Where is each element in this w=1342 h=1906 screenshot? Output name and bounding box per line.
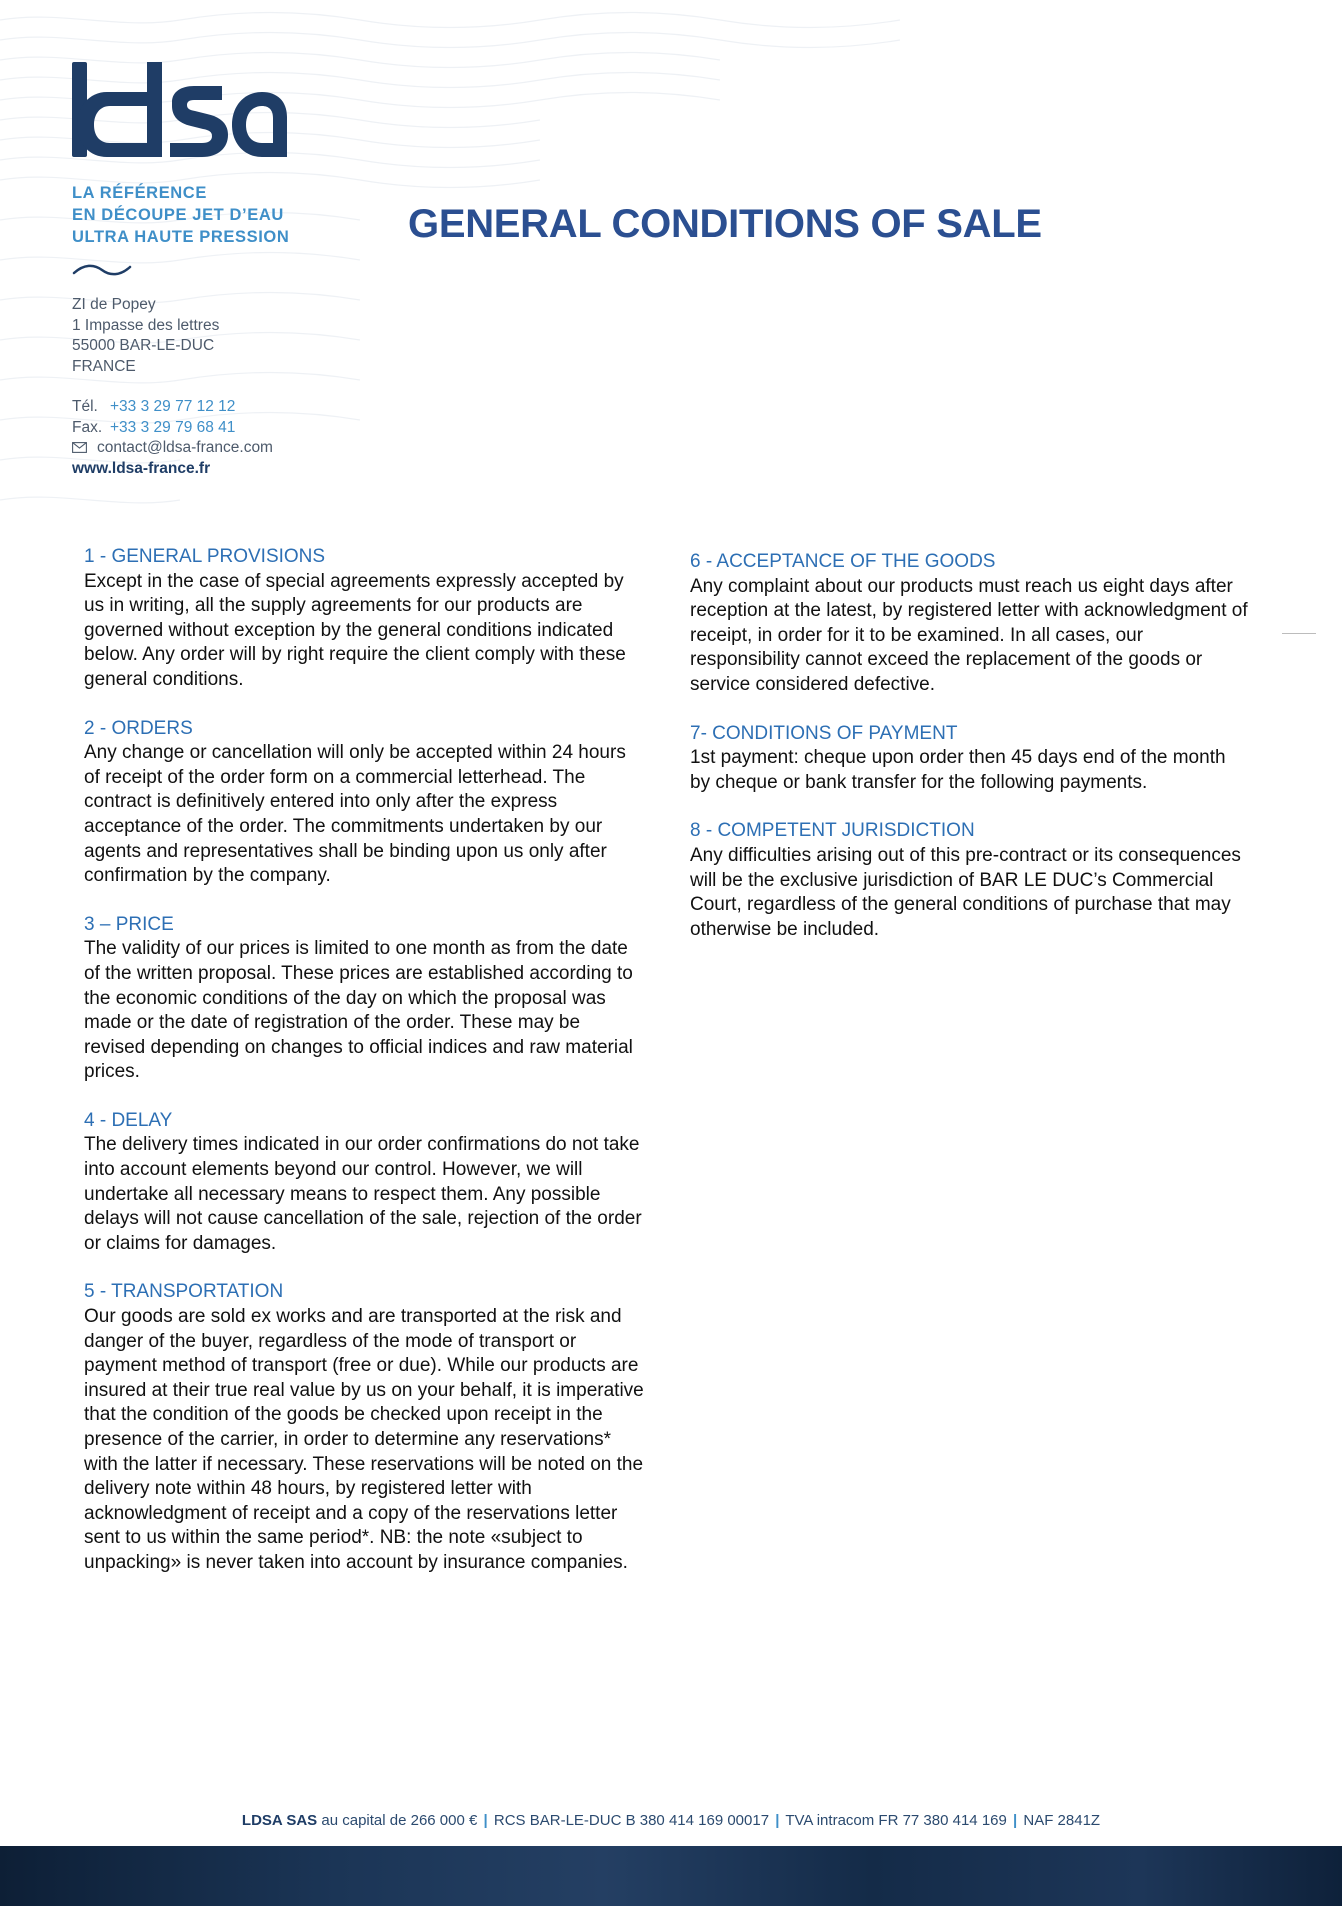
section-competent-jurisdiction — [690, 819, 1250, 942]
legal-footer — [0, 1812, 1342, 1829]
section-heading: 2 - ORDERS — [84, 717, 193, 739]
email-row — [72, 438, 273, 459]
website-link[interactable]: www.ldsa-france.fr — [72, 459, 211, 477]
section-conditions-of-payment — [690, 722, 1250, 796]
section-heading: 7- CONDITIONS OF PAYMENT — [690, 722, 958, 744]
tagline-line: ULTRA HAUTE PRESSION — [72, 228, 290, 246]
tilde-wave-icon — [72, 262, 132, 278]
tagline-line: LA RÉFÉRENCE — [72, 184, 207, 202]
left-column — [84, 545, 644, 1600]
tel-label: Tél. — [72, 398, 98, 415]
right-column — [690, 550, 1250, 966]
section-acceptance-of-goods — [690, 550, 1250, 698]
section-heading: 1 - GENERAL PROVISIONS — [84, 546, 326, 567]
tagline-line: EN DÉCOUPE JET D’EAU — [72, 206, 284, 224]
email-link[interactable]: contact@ldsa-france.com — [97, 439, 273, 456]
section-body: The delivery times indicated in our order confirmations do not take into account elements beyond our control. However, we will undertake all necessary means to respect them. Any possible delays will not cause cancellation of the sale, rejection of the order or claims for damages. — [84, 1134, 642, 1254]
margin-mark — [1282, 633, 1316, 634]
section-heading: 5 - TRANSPORTATION — [84, 1281, 284, 1303]
section-heading: 3 – PRICE — [84, 913, 174, 935]
section-body: Any difficulties arising out of this pre-contract or its consequences will be the exclusive jurisdiction of BAR LE DUC’s Commercial Court, regardless of the general conditions of purchase that may otherwise be included. — [690, 844, 1241, 940]
section-heading: 4 - DELAY — [84, 1109, 173, 1131]
bottom-decorative-band — [0, 1846, 1342, 1906]
address-line: FRANCE — [72, 357, 136, 375]
section-body: Any change or cancellation will only be accepted within 24 hours of receipt of the order form on a commercial letterhead. The contract is definitively entered into only after the express acceptance of the order. The commitments undertaken by our agents and representatives shall be binding upon us only after confirmation by the company. — [84, 742, 626, 887]
mail-icon — [72, 442, 87, 453]
section-body: The validity of our prices is limited to one month as from the date of the written proposal. These prices are established according to the economic conditions of the day on which the proposal was made or the date of registration of the order. These may be revised depending on changes to official indices and raw material prices. — [84, 938, 633, 1083]
footer-separator: | — [483, 1812, 488, 1829]
tel-row — [72, 397, 273, 418]
footer-capital: au capital de 266 000 € — [321, 1812, 478, 1829]
fax-row — [72, 418, 273, 439]
footer-separator: | — [1013, 1812, 1018, 1829]
tel-number[interactable]: +33 3 29 77 12 12 — [110, 398, 236, 415]
page-title: GENERAL CONDITIONS OF SALE — [408, 202, 1042, 246]
section-price — [84, 913, 644, 1085]
footer-company: LDSA SAS — [241, 1812, 318, 1829]
address-line: 1 Impasse des lettres — [72, 316, 220, 334]
footer-tva: TVA intracom FR 77 380 414 169 — [785, 1812, 1007, 1829]
section-delay — [84, 1109, 644, 1257]
footer-separator: | — [775, 1812, 780, 1829]
footer-rcs: RCS BAR-LE-DUC B 380 414 169 00017 — [493, 1812, 770, 1829]
section-body: Any complaint about our products must reach us eight days after reception at the latest, by registered letter with acknowledgment of receipt, in order for it to be examined. In all cases, our responsibility cannot exceed the replacement of the goods or service considered defective. — [690, 575, 1248, 695]
section-transportation — [84, 1280, 644, 1575]
ldsa-logo — [72, 62, 287, 172]
fax-label: Fax. — [72, 418, 103, 436]
contact-block — [72, 397, 273, 479]
company-address — [72, 295, 219, 377]
fax-number: +33 3 29 79 68 41 — [110, 418, 236, 436]
section-heading: 6 - ACCEPTANCE OF THE GOODS — [690, 551, 996, 572]
section-orders — [84, 717, 644, 889]
section-body: 1st payment: cheque upon order then 45 days end of the month by cheque or bank transfer for the following payments. — [690, 747, 1226, 793]
address-line: 55000 BAR-LE-DUC — [72, 337, 215, 354]
section-body: Our goods are sold ex works and are transported at the risk and danger of the buyer, regardless of the mode of transport or payment method of transport (free or due). While our products are insured at their true real value by us on your behalf, it is imperative that the condition of the goods be checked upon receipt in the presence of the carrier, in order to determine any reservations* with the latter if necessary. These reservations will be noted on the delivery note within 48 hours, by registered letter with acknowledgment of receipt and a copy of the reservations letter sent to us within the same period*. NB: the note «subject to unpacking» is never taken into account by insurance companies. — [84, 1306, 644, 1573]
section-general-provisions — [84, 545, 644, 693]
section-body: Except in the case of special agreements expressly accepted by us in writing, all the supply agreements for our products are governed without exception by the general conditions indicated below. Any order will by right require the client comply with these general conditions. — [84, 570, 626, 690]
footer-naf: NAF 2841Z — [1023, 1812, 1101, 1829]
section-heading: 8 - COMPETENT JURISDICTION — [690, 820, 975, 842]
address-line: ZI de Popey — [72, 296, 156, 313]
brand-tagline — [72, 182, 289, 248]
